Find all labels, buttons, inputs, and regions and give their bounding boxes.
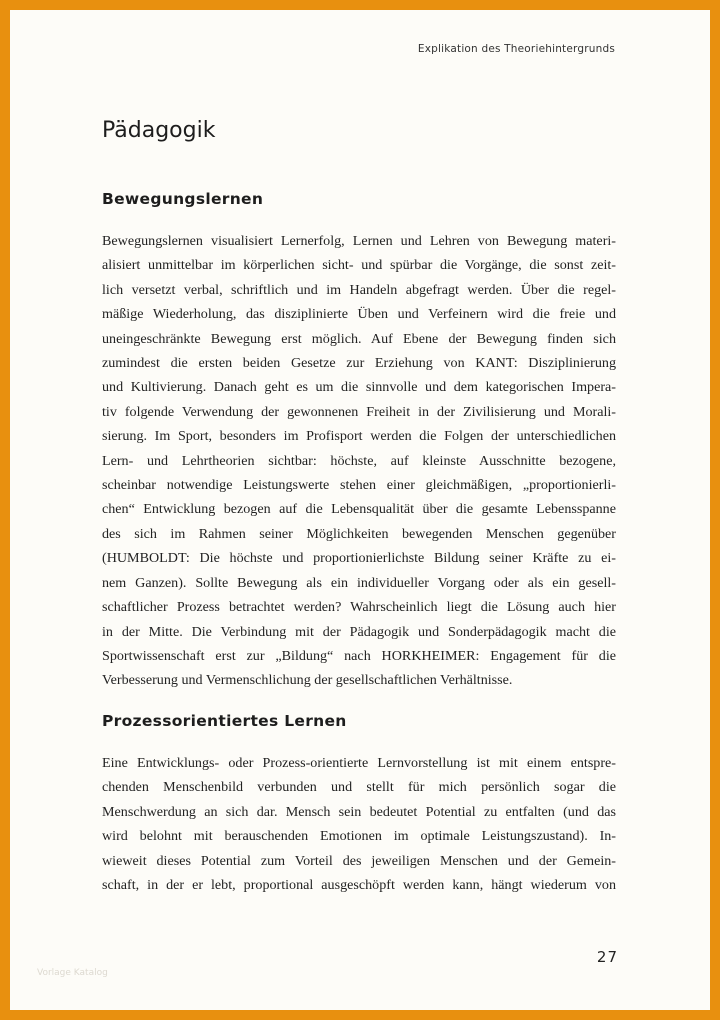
section-heading-prozessorientiertes-lernen: Prozessorientiertes Lernen <box>102 712 347 730</box>
paragraph-bewegungslernen <box>102 229 616 693</box>
text-line: Menschwerdung an sich dar. Mensch sein bedeutet Potential zu entfalten (und das <box>102 803 616 820</box>
paragraph-prozessorientiertes-lernen <box>102 751 616 897</box>
text-line: wieweit dieses Potential zum Vorteil des jeweiligen Menschen und der Gemein- <box>102 852 616 869</box>
text-line: Eine Entwicklungs- oder Prozess-orientierte Lernvorstellung ist mit einem entspre- <box>102 755 616 771</box>
text-line: Lern- und Lehrtheorien sichtbar: höchste, auf kleinste Ausschnitte bezogene, <box>102 452 616 469</box>
text-line: chen“ Entwicklung bezogen auf die Lebensqualität über die gesamte Lebensspanne <box>102 501 616 518</box>
text-line: Verbesserung und Vermenschlichung der gesellschaftlichen Verhältnisse. <box>102 672 513 689</box>
text-line: sierung. Im Sport, besonders im Profisport werden die Folgen der unterschiedlichen <box>102 428 616 445</box>
text-line: des sich im Rahmen seiner Möglichkeiten bewegenden Menschen gegenüber <box>102 525 616 542</box>
watermark: Vorlage Katalog <box>37 968 108 978</box>
text-line: schaft, in der er lebt, proportional ausgeschöpft werden kann, hängt wiederum von <box>102 877 616 894</box>
text-line: in der Mitte. Die Verbindung mit der Pädagogik und Sonderpädagogik macht die <box>102 623 616 640</box>
text-line: tiv folgende Verwendung der gewonnenen Freiheit in der Zivilisierung und Morali- <box>102 403 616 420</box>
text-line: (HUMBOLDT: Die höchste und proportionierlichste Bildung seiner Kräfte zu ei- <box>102 550 616 567</box>
text-line: zumindest die ersten beiden Gesetze zur Erziehung von KANT: Disziplinierung <box>102 355 616 372</box>
page-number: 27 <box>596 948 618 966</box>
section-heading-bewegungslernen: Bewegungslernen <box>102 190 264 208</box>
text-line: und Kultivierung. Danach geht es um die sinnvolle und dem kategorischen Impera- <box>102 379 616 396</box>
text-line: uneingeschränkte Bewegung erst möglich. Auf Ebene der Bewegung finden sich <box>102 330 616 347</box>
text-line: chenden Menschenbild verbunden und stellt für mich persönlich sogar die <box>102 779 616 796</box>
chapter-title: Pädagogik <box>102 118 216 143</box>
text-line: lich versetzt verbal, schriftlich und im Handeln abgefragt werden. Über die regel- <box>102 281 616 298</box>
running-header: Explikation des Theoriehintergrunds <box>417 43 615 55</box>
text-line: scheinbar notwendige Leistungswerte stehen einer gleichmäßigen, „proportionierli- <box>102 477 616 494</box>
text-line: Bewegungslernen visualisiert Lernerfolg, Lernen und Lehren von Bewegung materi- <box>102 233 616 249</box>
text-line: schaftlicher Prozess betrachtet werden? Wahrscheinlich liegt die Lösung auch hier <box>102 599 616 616</box>
document-page <box>10 10 710 1010</box>
text-line: mäßige Wiederholung, das disziplinierte Üben und Verfeinern wird die freie und <box>102 306 616 323</box>
text-line: Sportwissenschaft erst zur „Bildung“ nach HORKHEIMER: Engagement für die <box>102 647 616 664</box>
text-line: nem Ganzen). Sollte Bewegung als ein individueller Vorgang oder als ein gesell- <box>102 574 616 591</box>
text-line: alisiert unmittelbar im körperlichen sicht- und spürbar die Vorgänge, die sonst zeit- <box>102 257 616 274</box>
text-line: wird belohnt mit berauschenden Emotionen im optimale Leistungszustand). In- <box>102 828 616 845</box>
